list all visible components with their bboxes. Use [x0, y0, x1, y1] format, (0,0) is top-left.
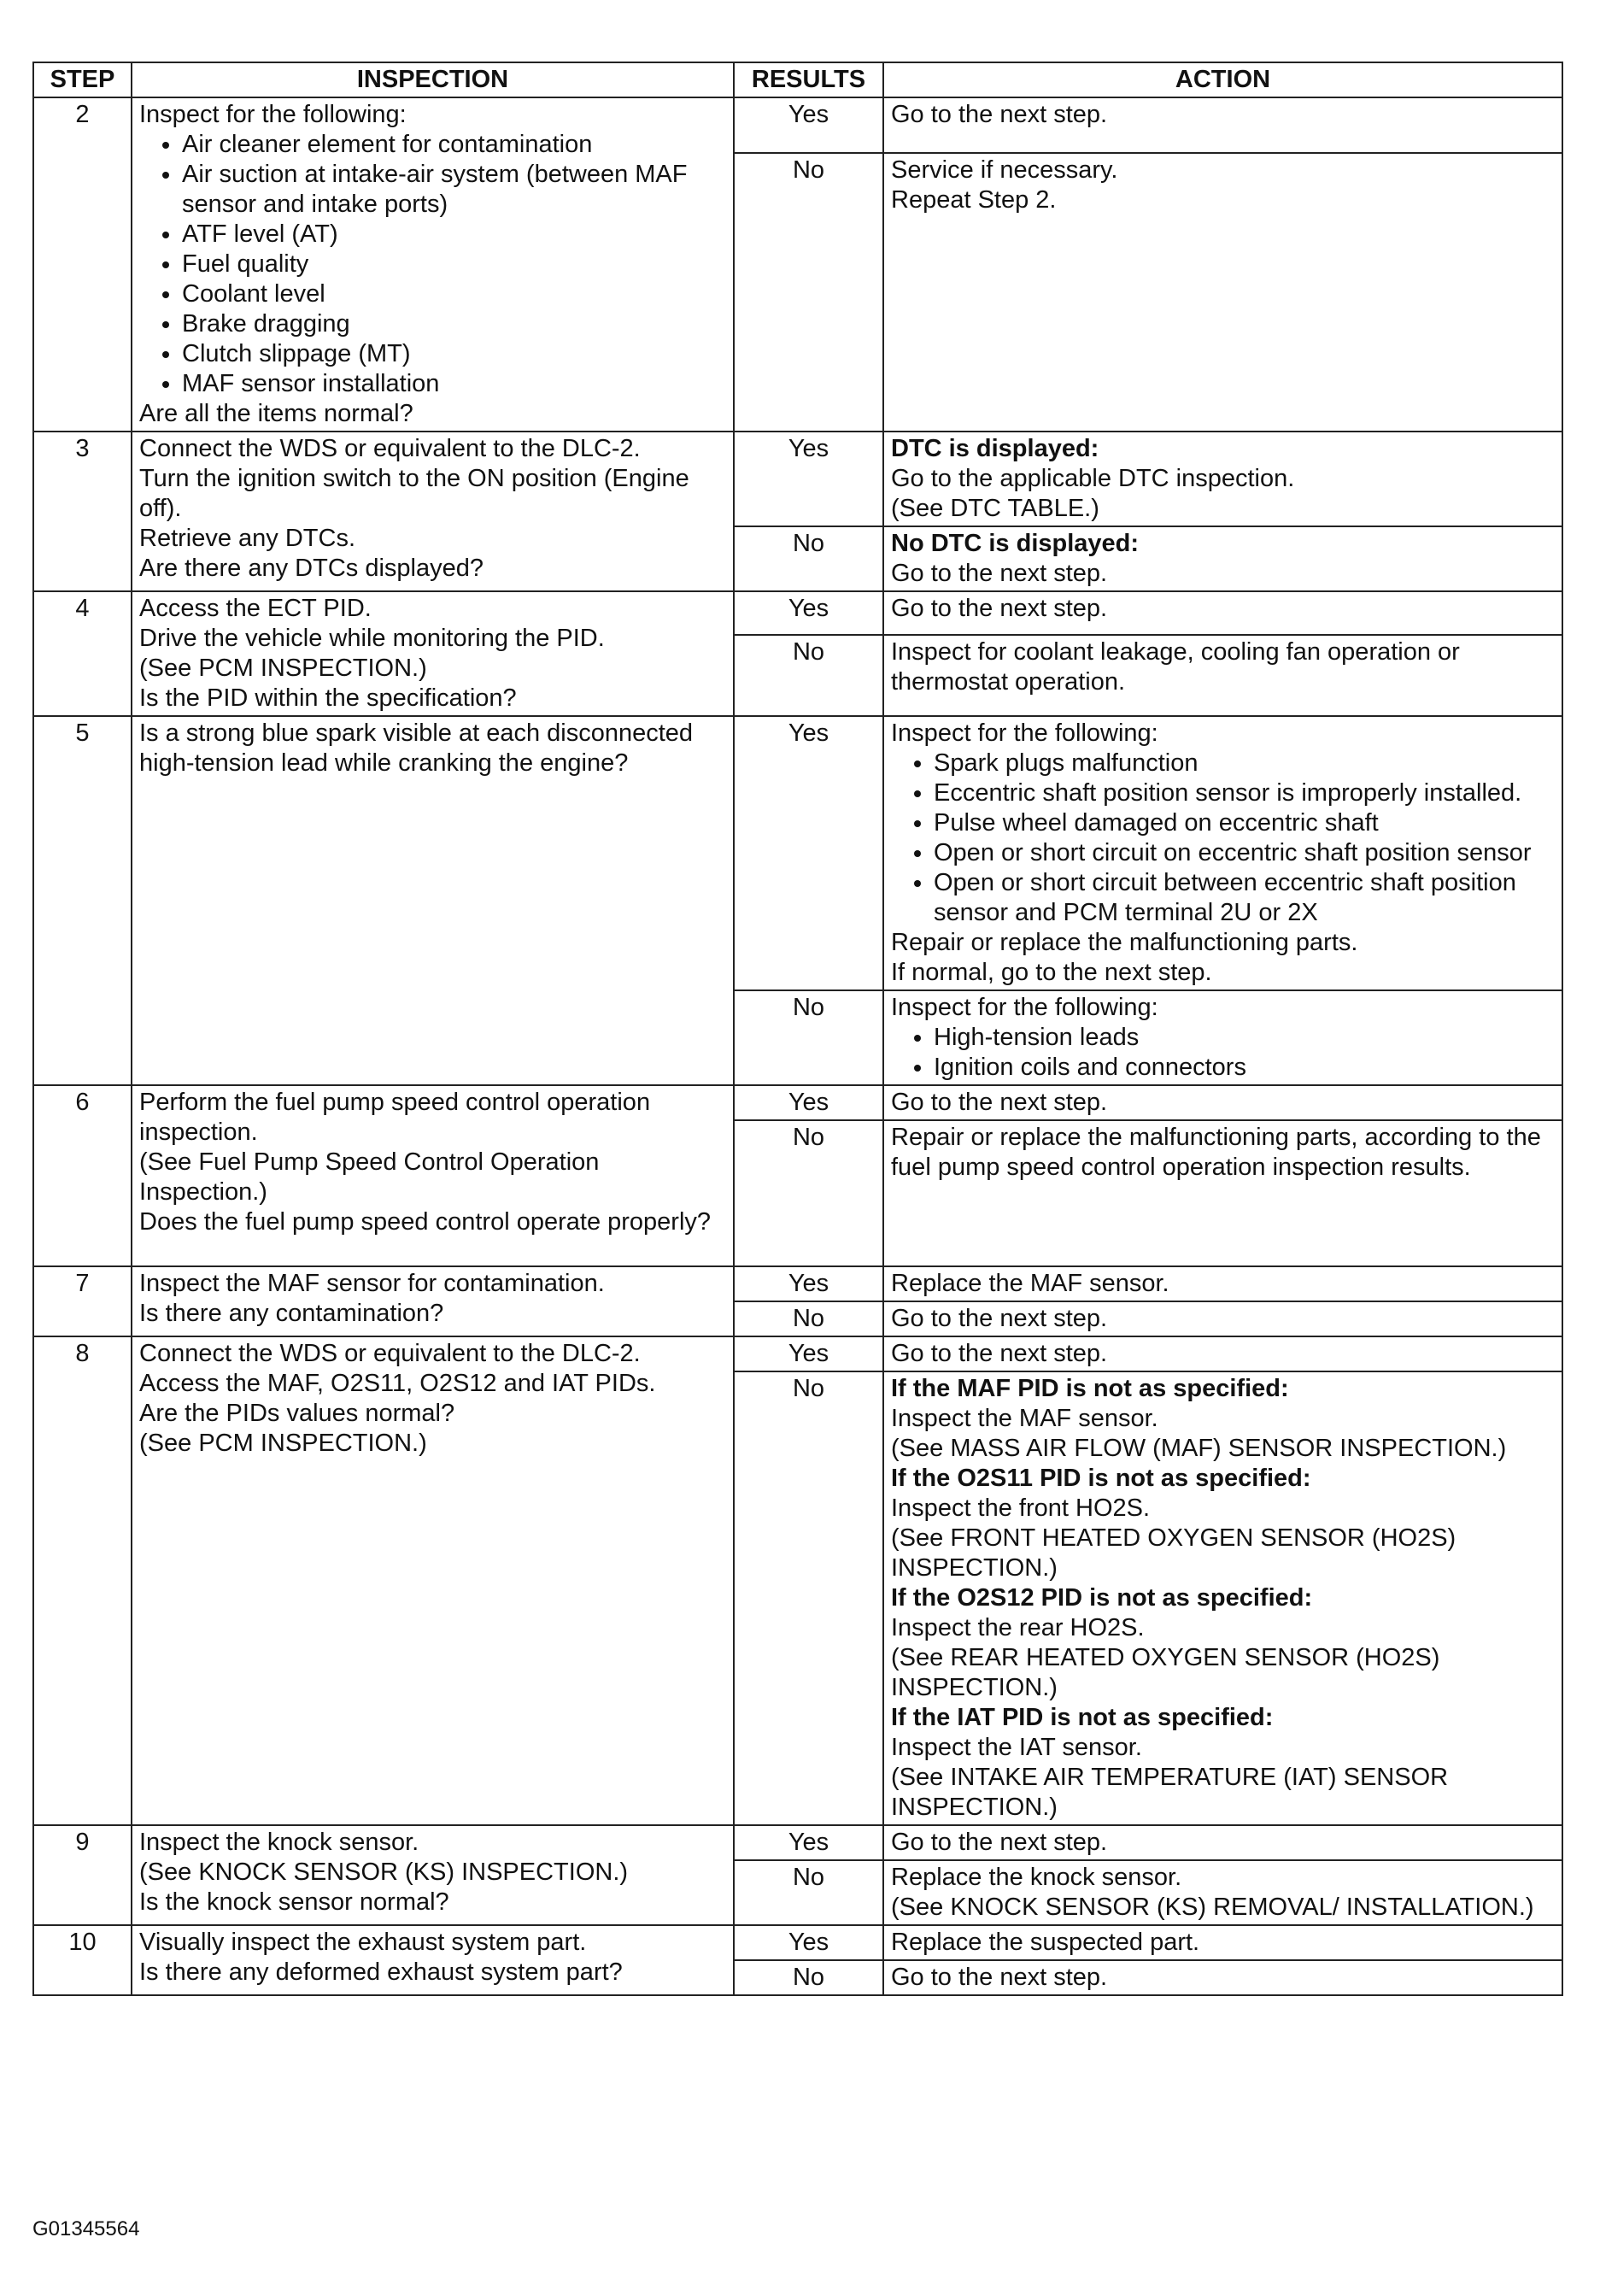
action-line: Repair or replace the malfunctioning parts. [891, 929, 1358, 956]
header-step: STEP [33, 62, 132, 97]
table-row-step-8-yes [33, 1336, 1562, 1371]
step-number: 5 [33, 716, 132, 1085]
header-inspection: INSPECTION [132, 62, 734, 97]
step-5-inspection: Is a strong blue spark visible at each disconnected high-tension lead while cranking the engine? [132, 716, 734, 1085]
result-yes: Yes [734, 1266, 883, 1301]
result-yes: Yes [734, 1085, 883, 1120]
checklist-item: • ATF level (AT) [182, 220, 726, 250]
inspection-line: Connect the WDS or equivalent to the DLC-2. [139, 435, 641, 462]
action-no [883, 153, 1562, 432]
inspection-line: (See PCM INSPECTION.) [139, 1430, 427, 1457]
checklist-item: • Spark plugs malfunction [934, 749, 1555, 778]
inspection-question: Is the PID within the specification? [139, 684, 517, 712]
step-10-inspection [132, 1925, 734, 1995]
result-yes: Yes [734, 97, 883, 153]
inspection-line: Connect the WDS or equivalent to the DLC-2. [139, 1340, 641, 1367]
inspection-line: Inspect the knock sensor. [139, 1829, 419, 1856]
inspection-line: (See Fuel Pump Speed Control Operation Inspection.) [139, 1148, 600, 1206]
action-condition-heading: If the O2S11 PID is not as specified: [891, 1465, 1311, 1492]
action-no: Inspect for coolant leakage, cooling fan operation or thermostat operation. [883, 635, 1562, 716]
checklist-item: • Pulse wheel damaged on eccentric shaft [934, 808, 1555, 838]
inspection-line: Inspect the MAF sensor for contamination. [139, 1270, 605, 1297]
step-6-inspection [132, 1085, 734, 1266]
action-yes: Go to the next step. [883, 1825, 1562, 1860]
action-line: (See REAR HEATED OXYGEN SENSOR (HO2S) INSPECTION.) [891, 1644, 1440, 1701]
result-no: No [734, 1301, 883, 1336]
checklist-item: • Brake dragging [182, 309, 726, 339]
action-line: (See DTC TABLE.) [891, 495, 1099, 522]
result-yes: Yes [734, 432, 883, 526]
action-condition-heading: If the IAT PID is not as specified: [891, 1704, 1274, 1731]
checklist-item: • Coolant level [182, 279, 726, 309]
inspection-question: Is the knock sensor normal? [139, 1888, 449, 1916]
action-line: Go to the next step. [891, 560, 1108, 587]
table-row-step-9-yes [33, 1825, 1562, 1860]
table-header-row [33, 62, 1562, 97]
action-yes: Go to the next step. [883, 97, 1562, 153]
inspection-question: Is there any contamination? [139, 1300, 444, 1327]
action-line: If normal, go to the next step. [891, 959, 1212, 986]
result-no: No [734, 990, 883, 1085]
action-line: Inspect the MAF sensor. [891, 1405, 1158, 1432]
inspection-question: Are there any DTCs displayed? [139, 555, 484, 582]
step-9-inspection [132, 1825, 734, 1925]
result-yes: Yes [734, 1336, 883, 1371]
inspection-question: Does the fuel pump speed control operate properly? [139, 1208, 712, 1236]
step-2-inspection [132, 97, 734, 432]
action-yes: Replace the MAF sensor. [883, 1266, 1562, 1301]
inspection-line: (See KNOCK SENSOR (KS) INSPECTION.) [139, 1859, 629, 1886]
action-line: (See FRONT HEATED OXYGEN SENSOR (HO2S) INSPECTION.) [891, 1524, 1456, 1582]
inspection-question: Are the PIDs values normal? [139, 1400, 455, 1427]
action-line: Inspect the rear HO2S. [891, 1614, 1145, 1641]
checklist-item: • Eccentric shaft position sensor is improperly installed. [934, 778, 1555, 808]
table-row-step-5-yes [33, 716, 1562, 990]
action-yes [883, 432, 1562, 526]
action-yes [883, 716, 1562, 990]
action-no: Repair or replace the malfunctioning parts, according to the fuel pump speed control operation inspection results. [883, 1120, 1562, 1266]
step-8-inspection [132, 1336, 734, 1825]
table-row-step-6-yes [33, 1085, 1562, 1120]
action-condition-heading: DTC is displayed: [891, 435, 1099, 462]
step-number: 7 [33, 1266, 132, 1336]
inspection-line: Turn the ignition switch to the ON position (Engine off). [139, 465, 689, 522]
result-no: No [734, 1960, 883, 1995]
step-3-inspection [132, 432, 734, 591]
step-number: 4 [33, 591, 132, 716]
result-no: No [734, 153, 883, 432]
checklist-item: • Ignition coils and connectors [934, 1053, 1555, 1083]
action-no [883, 1371, 1562, 1825]
action-no [883, 990, 1562, 1085]
table-row-step-3-yes [33, 432, 1562, 526]
inspection-intro: Inspect for the following: [139, 101, 407, 128]
inspection-question: Is there any deformed exhaust system part? [139, 1958, 623, 1986]
action-line: Inspect for the following: [891, 719, 1158, 747]
checklist-item: • Fuel quality [182, 250, 726, 279]
action-line: Replace the knock sensor. [891, 1864, 1182, 1891]
action-line: Service if necessary. [891, 156, 1118, 184]
inspection-line: Retrieve any DTCs. [139, 525, 356, 552]
step-number: 3 [33, 432, 132, 591]
result-no: No [734, 1371, 883, 1825]
checklist-item: • Open or short circuit on eccentric shaft position sensor [934, 838, 1555, 868]
table-row-step-7-yes [33, 1266, 1562, 1301]
inspection-line: Drive the vehicle while monitoring the PID. [139, 625, 605, 652]
action-condition-heading: If the MAF PID is not as specified: [891, 1375, 1289, 1402]
table-row-step-2-yes [33, 97, 1562, 153]
action-checklist [891, 1023, 1555, 1083]
step-number: 8 [33, 1336, 132, 1825]
inspection-checklist [139, 130, 726, 399]
action-yes: Replace the suspected part. [883, 1925, 1562, 1960]
action-line: (See MASS AIR FLOW (MAF) SENSOR INSPECTION.) [891, 1435, 1507, 1462]
inspection-line: (See PCM INSPECTION.) [139, 655, 427, 682]
inspection-line: Access the ECT PID. [139, 595, 372, 622]
action-condition-heading: No DTC is displayed: [891, 530, 1140, 557]
result-yes: Yes [734, 1825, 883, 1860]
action-line: (See INTAKE AIR TEMPERATURE (IAT) SENSOR INSPECTION.) [891, 1764, 1449, 1821]
action-yes: Go to the next step. [883, 1336, 1562, 1371]
result-yes: Yes [734, 716, 883, 990]
step-7-inspection [132, 1266, 734, 1336]
checklist-item: • Clutch slippage (MT) [182, 339, 726, 369]
inspection-question: Are all the items normal? [139, 400, 413, 427]
inspection-line: Perform the fuel pump speed control operation inspection. [139, 1089, 651, 1146]
result-no: No [734, 1120, 883, 1266]
action-no: Go to the next step. [883, 1960, 1562, 1995]
action-yes: Go to the next step. [883, 591, 1562, 635]
result-yes: Yes [734, 1925, 883, 1960]
step-number: 2 [33, 97, 132, 432]
action-no [883, 526, 1562, 591]
action-line: Inspect for the following: [891, 994, 1158, 1021]
step-number: 10 [33, 1925, 132, 1995]
diagnostic-procedure-sheet [32, 62, 1562, 1996]
checklist-item: • Air cleaner element for contamination [182, 130, 726, 160]
action-line: (See KNOCK SENSOR (KS) REMOVAL/ INSTALLATION.) [891, 1894, 1534, 1921]
action-line: Inspect the front HO2S. [891, 1494, 1151, 1522]
result-no: No [734, 635, 883, 716]
header-results: RESULTS [734, 62, 883, 97]
result-no: No [734, 526, 883, 591]
result-no: No [734, 1860, 883, 1925]
action-no: Go to the next step. [883, 1301, 1562, 1336]
inspection-line: Visually inspect the exhaust system part. [139, 1929, 587, 1956]
checklist-item: • High-tension leads [934, 1023, 1555, 1053]
action-yes: Go to the next step. [883, 1085, 1562, 1120]
action-no [883, 1860, 1562, 1925]
inspection-line: Access the MAF, O2S11, O2S12 and IAT PIDs. [139, 1370, 656, 1397]
checklist-item: • Air suction at intake-air system (between MAF sensor and intake ports) [182, 160, 726, 220]
step-4-inspection [132, 591, 734, 716]
figure-id: G01345564 [32, 2217, 140, 2240]
table-row-step-4-yes [33, 591, 1562, 635]
action-line: Go to the applicable DTC inspection. [891, 465, 1295, 492]
checklist-item: • Open or short circuit between eccentric shaft position sensor and PCM terminal 2U or 2X [934, 868, 1555, 928]
action-line: Repeat Step 2. [891, 186, 1057, 214]
step-number: 9 [33, 1825, 132, 1925]
header-action: ACTION [883, 62, 1562, 97]
diagnostic-table [32, 62, 1563, 1996]
step-number: 6 [33, 1085, 132, 1266]
action-checklist [891, 749, 1555, 928]
checklist-item: • MAF sensor installation [182, 369, 726, 399]
action-condition-heading: If the O2S12 PID is not as specified: [891, 1584, 1313, 1612]
action-line: Inspect the IAT sensor. [891, 1734, 1142, 1761]
table-row-step-10-yes [33, 1925, 1562, 1960]
result-yes: Yes [734, 591, 883, 635]
